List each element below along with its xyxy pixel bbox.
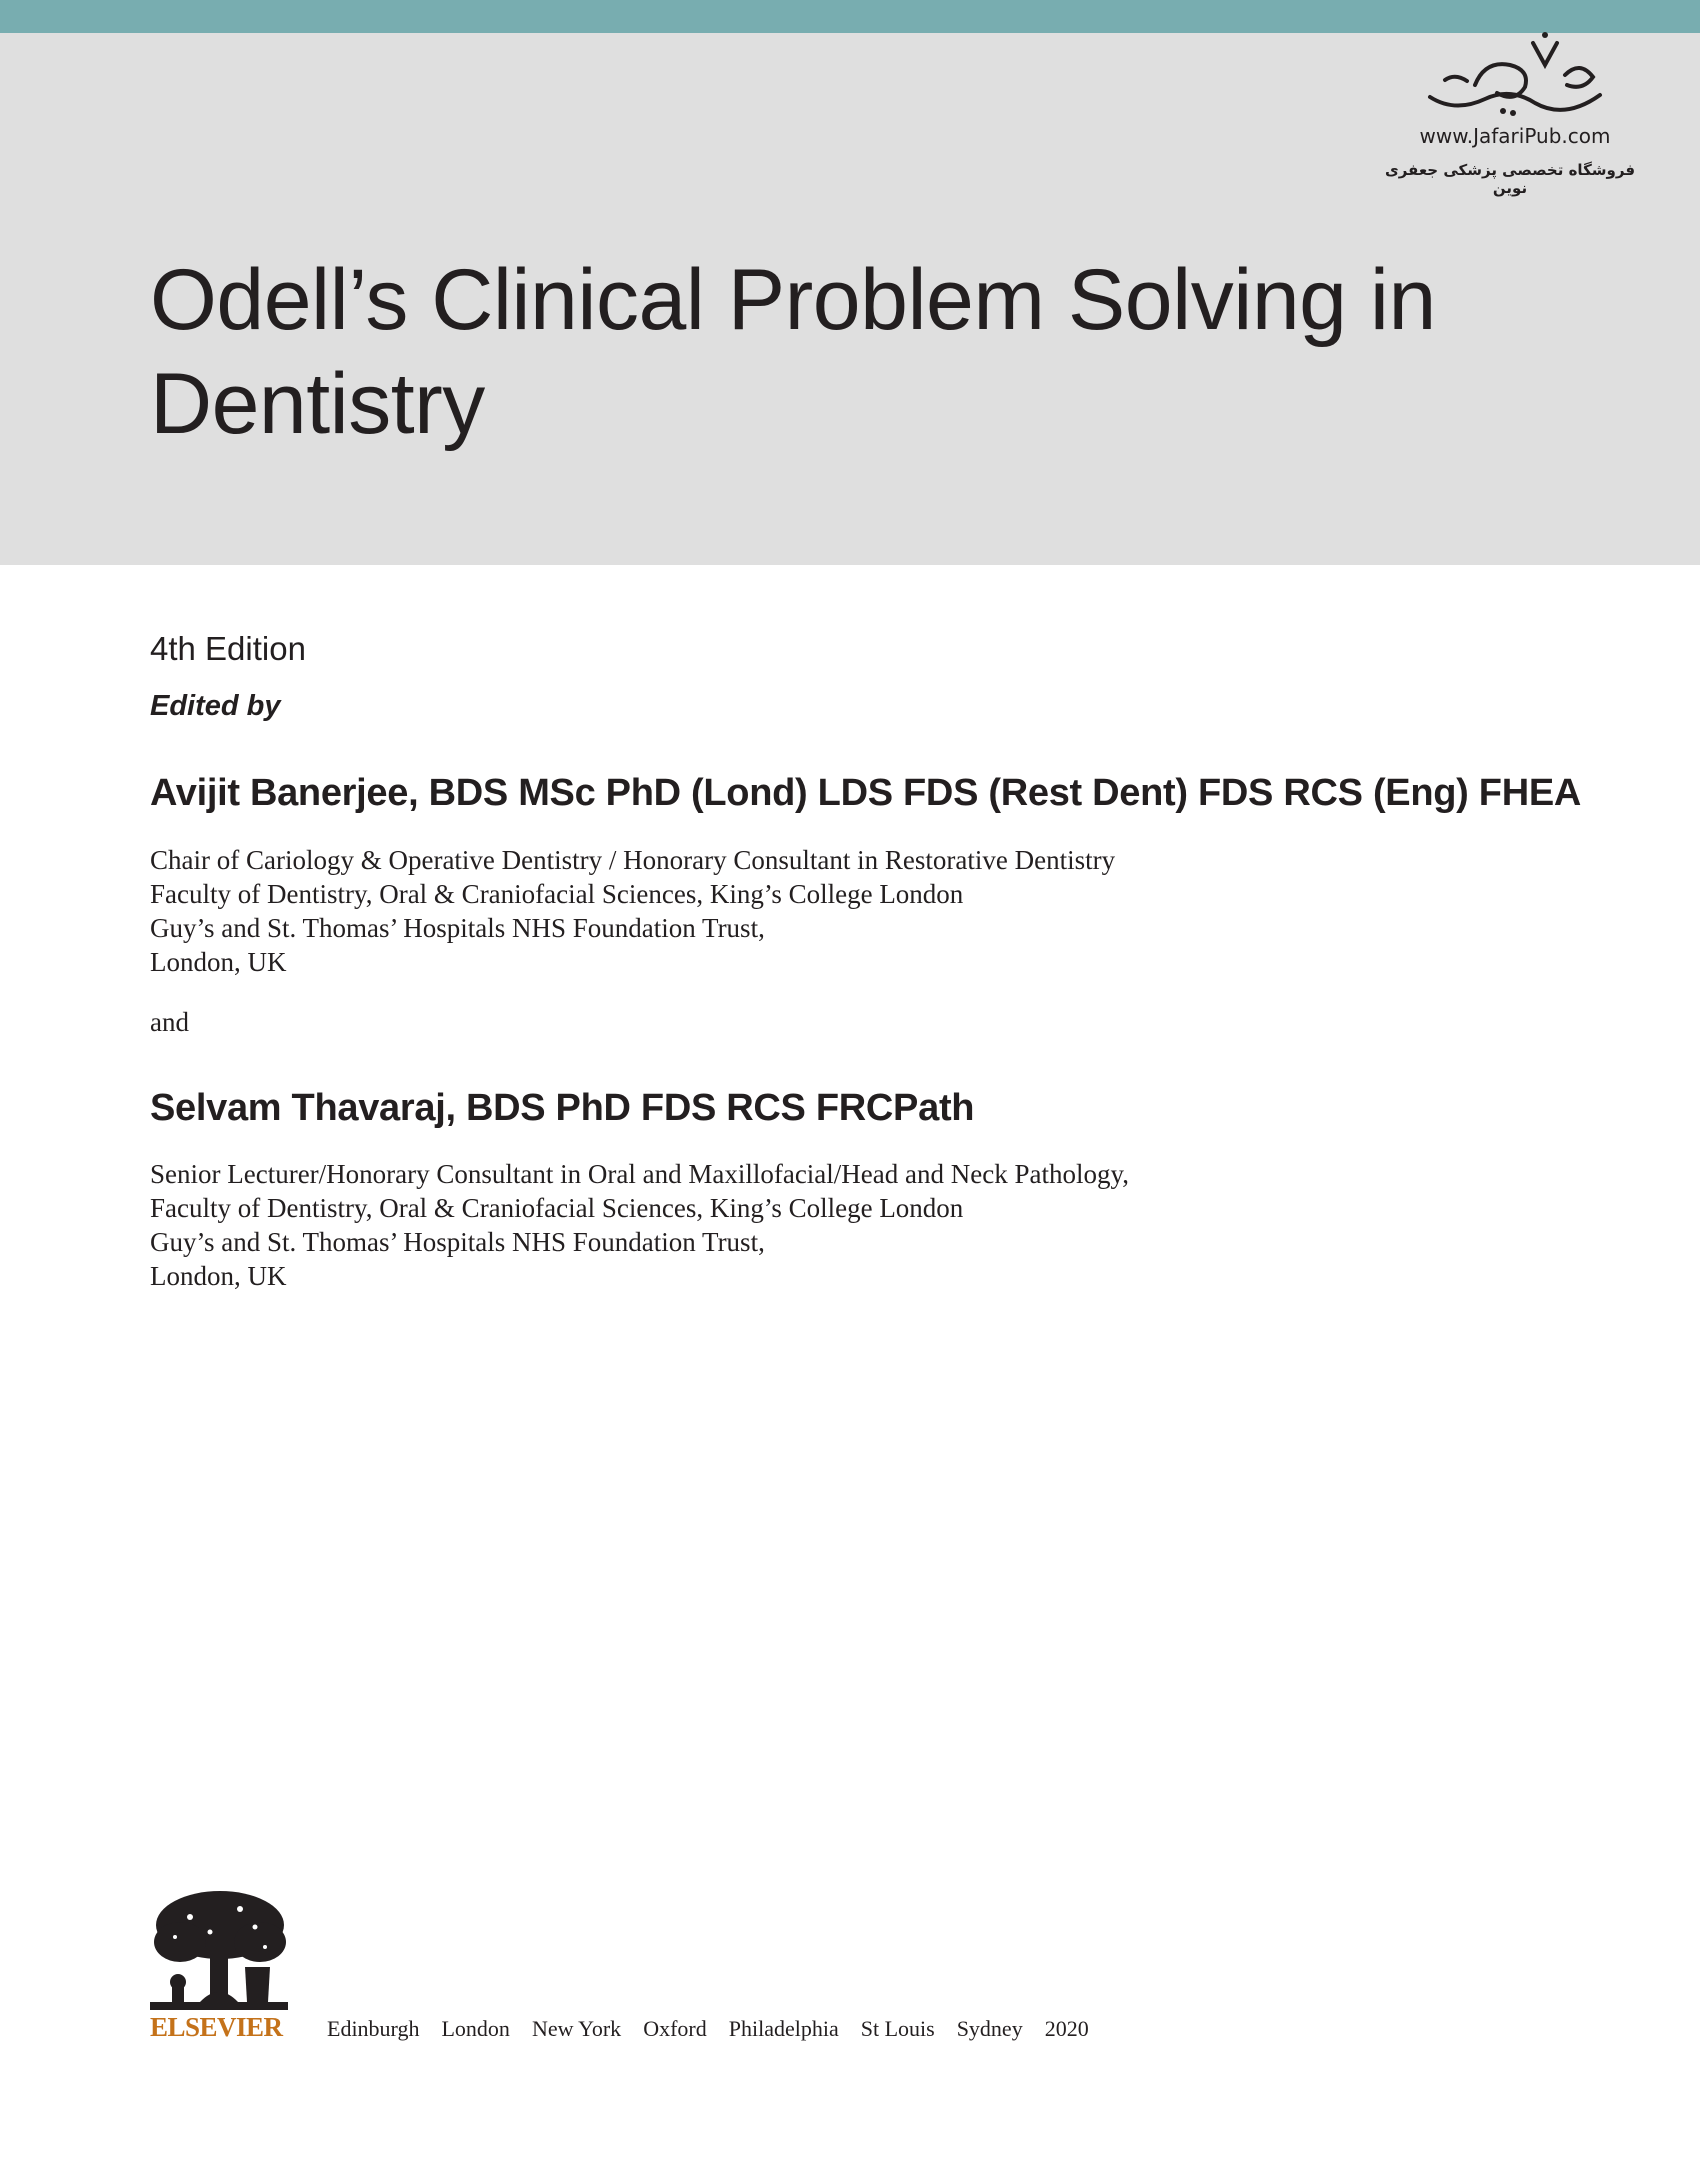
affiliation-line: London, UK: [150, 947, 287, 977]
affiliation-line: Faculty of Dentistry, Oral & Craniofacial Sciences, King’s College London: [150, 879, 964, 909]
elsevier-wordmark: ELSEVIER: [150, 2012, 283, 2042]
publisher-tagline: فروشگاه تخصصی پزشکی جعفری نوین: [1384, 161, 1636, 197]
affiliation-line: Chair of Cariology & Operative Dentistry / Honorary Consultant in Restorative Dentistry: [150, 845, 1116, 875]
city: St Louis: [860, 2016, 935, 2041]
editor-name: Avijit Banerjee, BDS MSc PhD (Lond) LDS FDS (Rest Dent) FDS RCS (Eng) FHEA: [150, 772, 1582, 814]
edition: 4th Edition: [150, 630, 306, 667]
city: London: [441, 2016, 510, 2041]
elsevier-tree-icon: [150, 1887, 288, 2017]
editor-affiliation: [150, 843, 1115, 979]
book-title: Odell’s Clinical Problem Solving in Dentistry: [150, 252, 1436, 452]
editor-affiliation: [150, 1157, 1129, 1293]
affiliation-line: Faculty of Dentistry, Oral & Craniofacial Sciences, King’s College London: [150, 1193, 964, 1223]
affiliation-line: Senior Lecturer/Honorary Consultant in Oral and Maxillofacial/Head and Neck Pathology,: [150, 1159, 1129, 1189]
publication-year: 2020: [1044, 2016, 1089, 2041]
conjunction: and: [150, 1007, 189, 1037]
calligraphy-logo-icon: [1415, 25, 1615, 125]
publisher-url: www.JafariPub.com: [1419, 124, 1611, 148]
affiliation-line: Guy’s and St. Thomas’ Hospitals NHS Foundation Trust,: [150, 1227, 765, 1257]
city: Philadelphia: [728, 2016, 839, 2041]
city: Edinburgh: [327, 2016, 420, 2041]
edited-by-label: Edited by: [150, 690, 281, 722]
affiliation-line: Guy’s and St. Thomas’ Hospitals NHS Foundation Trust,: [150, 913, 765, 943]
city: Sydney: [956, 2016, 1023, 2041]
affiliation-line: London, UK: [150, 1261, 287, 1291]
imprint-cities: [327, 2016, 1111, 2042]
city: New York: [531, 2016, 622, 2041]
editor-name: Selvam Thavaraj, BDS PhD FDS RCS FRCPath: [150, 1087, 975, 1129]
city: Oxford: [643, 2016, 707, 2041]
